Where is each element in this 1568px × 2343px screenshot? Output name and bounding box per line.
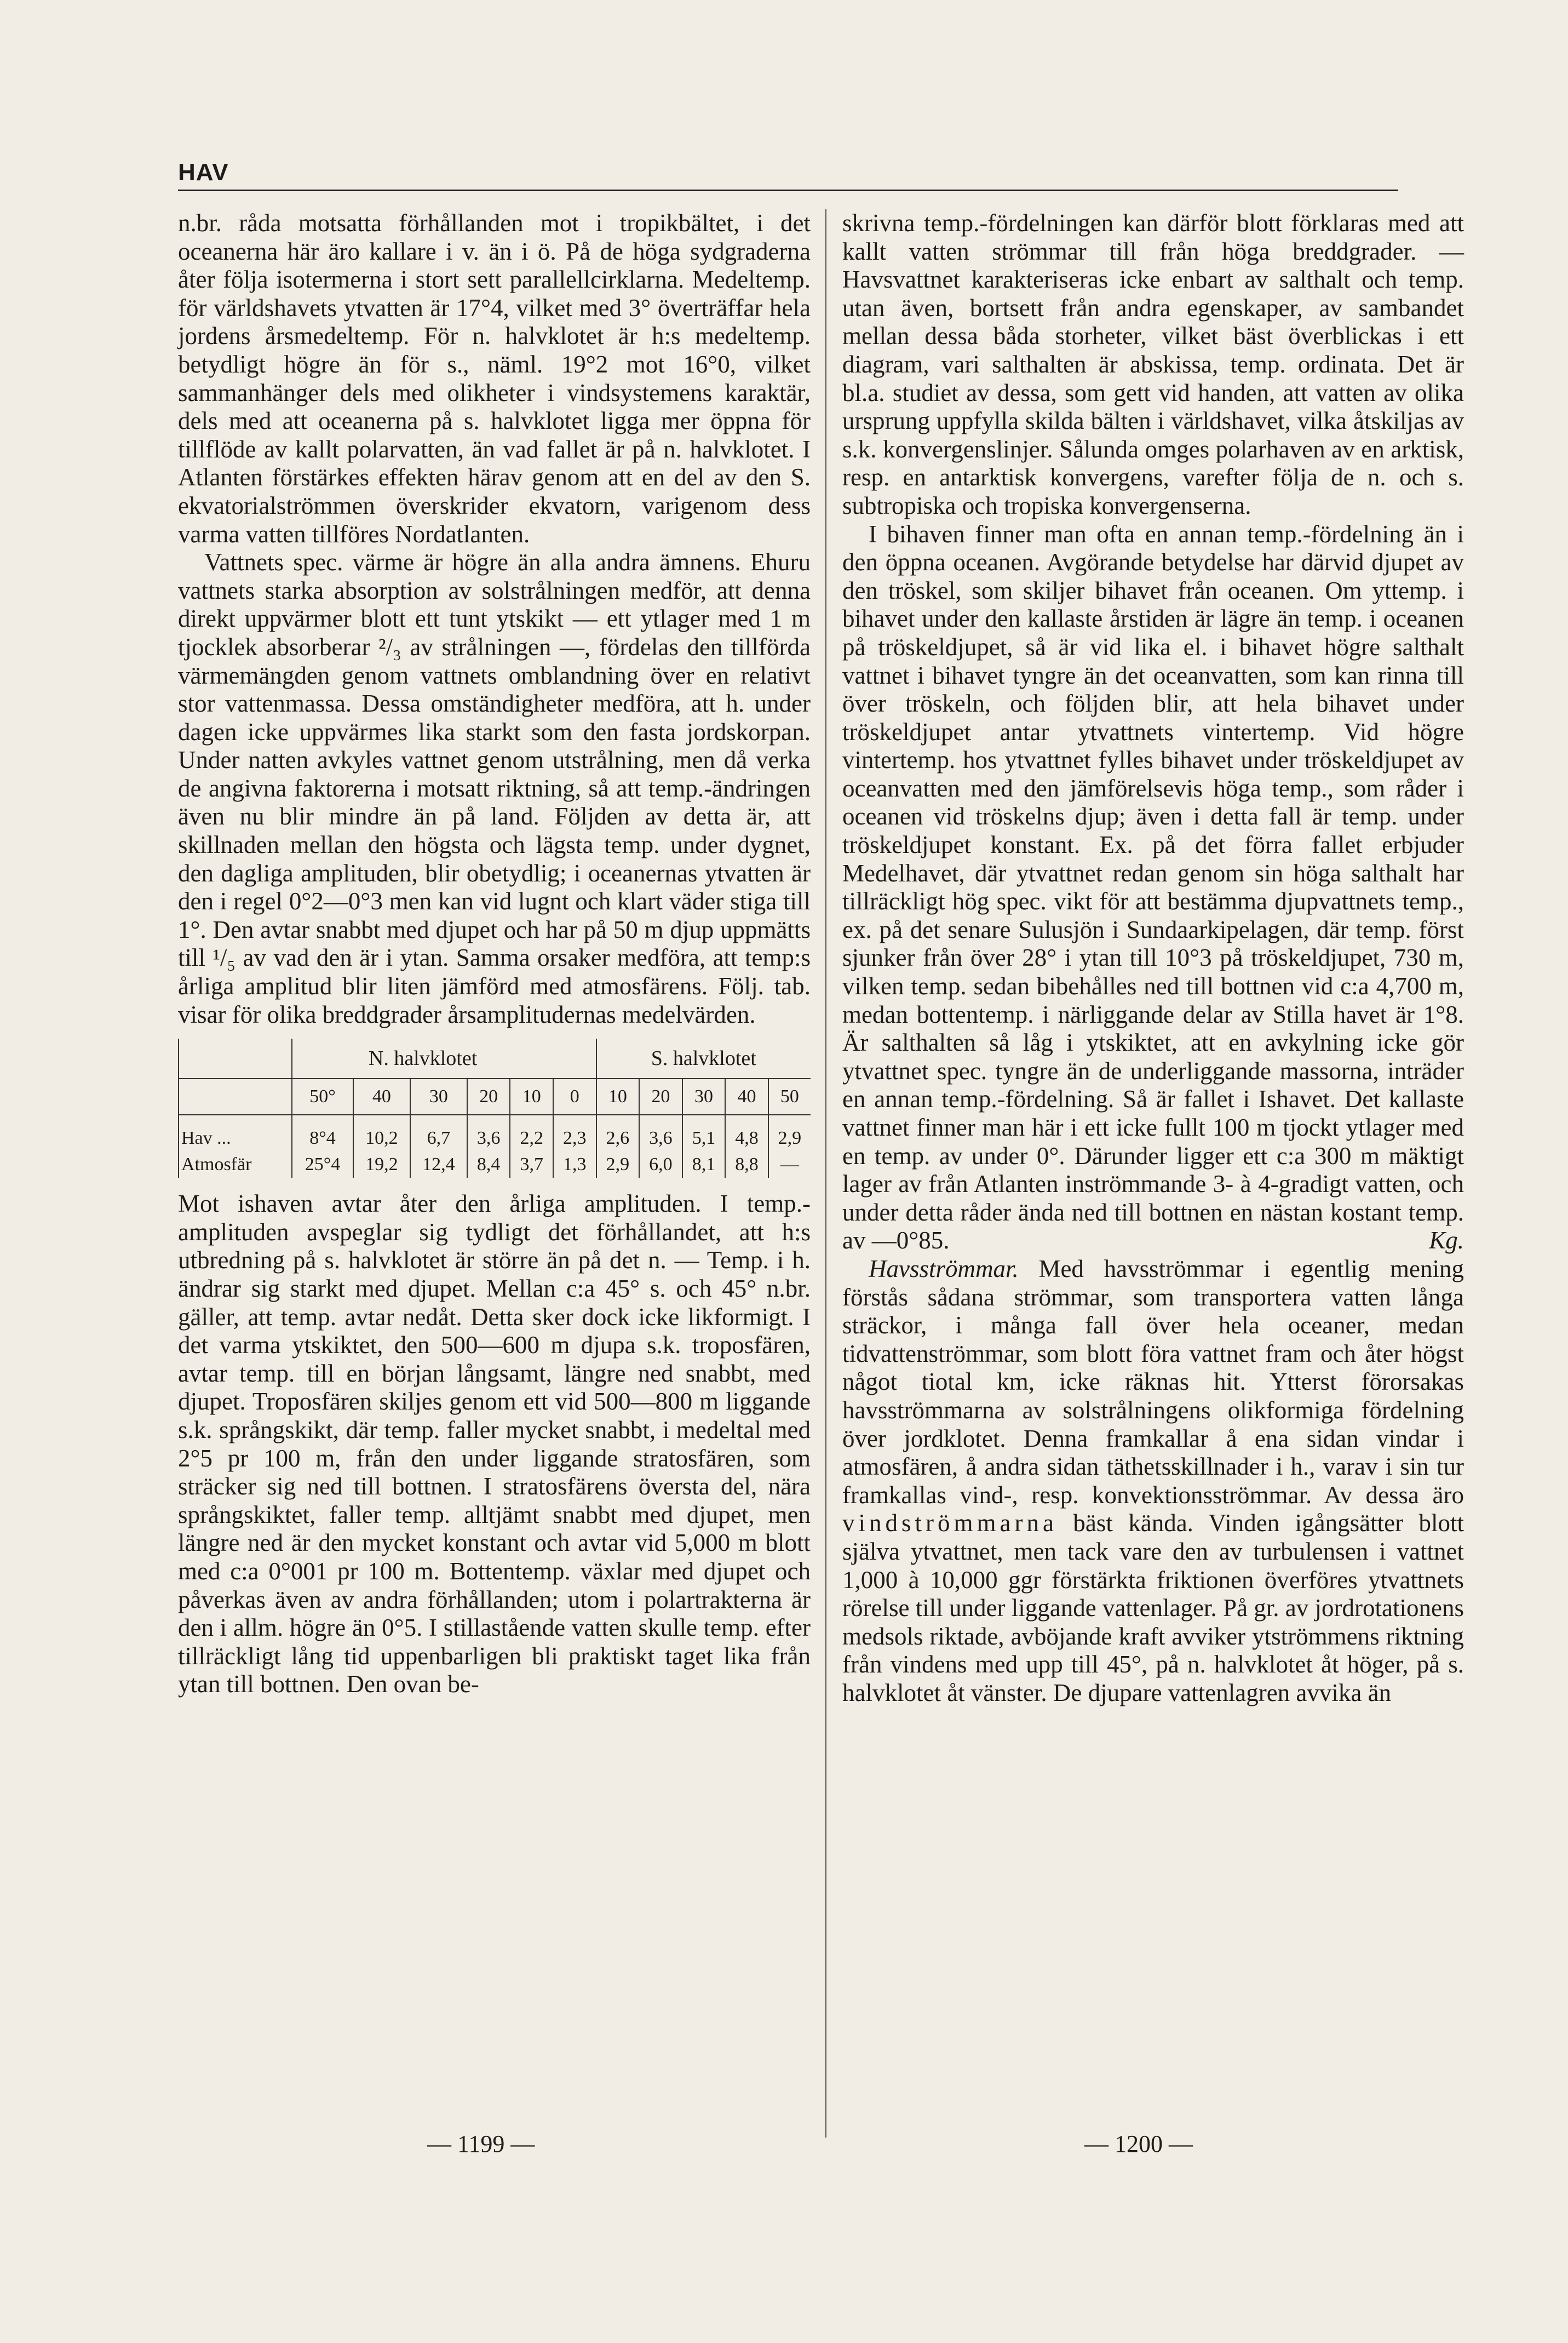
table-cell: 4,8 <box>725 1115 768 1152</box>
table-cell: 2,6 <box>596 1115 640 1152</box>
table-cell: 6,7 <box>410 1115 467 1152</box>
table-latitude: 30 <box>410 1079 467 1115</box>
right-column <box>842 209 1464 1707</box>
table-row-label: Atmosfär <box>179 1152 292 1178</box>
table-latitude: 20 <box>639 1079 682 1115</box>
table-cell: 6,0 <box>639 1152 682 1178</box>
paragraph <box>842 520 1464 1255</box>
table-latitude: 10 <box>596 1079 640 1115</box>
table-cell: 10,2 <box>353 1115 410 1152</box>
column-divider <box>825 209 826 2138</box>
table-header-gap <box>553 1039 596 1079</box>
table-latitude: 30 <box>682 1079 726 1115</box>
table-latitude: 50 <box>768 1079 811 1115</box>
table-cell: 2,3 <box>553 1115 596 1152</box>
table-row <box>179 1152 811 1178</box>
table-cell: 2,2 <box>510 1115 553 1152</box>
paragraph-text: bäst kända. Vinden igångsätter blott själva ytvattnet, men tack vare den av turbulensen i vattnet 1,000 à 10,000 ggr förstärkta friktionen överföres ytvattnets rörelse till under liggande vattenlager. På gr. av jordrotationens medsols riktade, avböjande kraft avviker ytströmmens riktning från vindens med upp till 45°, på n. halvklotet åt höger, på s. halvklotet åt vänster. De djupare vattenlagren avvika än <box>842 1509 1464 1706</box>
table-cell: 1,3 <box>553 1152 596 1178</box>
paragraph: n.br. råda motsatta förhållanden mot i tropikbältet, i det oceanerna här äro kallare i v. än i ö. På de höga sydgraderna åter följa isotermerna i stort sett parallellcirklarna. Medeltemp. för världshavets ytvatten är 17°4, vilket med 3° överträffar hela jordens årsmedeltemp. För n. halvklotet är h:s medeltemp. betydligt högre än för s., näml. 19°2 mot 16°0, vilket sammanhänger dels med olikheter i vindsystemens karaktär, dels med att oceanerna på s. halvklotet ligga mer öppna för tillflöde av kallt polarvatten, än vad fallet är på n. halvklotet. I Atlanten förstärkes effekten härav genom att en del av den S. ekvatorialströmmen överskrider ekvatorn, varigenom dess varma vatten tillföres Nordatlanten. <box>178 209 811 548</box>
table-corner <box>179 1039 292 1079</box>
paragraph: skrivna temp.-fördelningen kan därför blott förklaras med att kallt vatten strömmar till från höga breddgrader. — Havsvattnet karakteriseras icke enbart av salthalt och temp. utan även, bortsett från andra egenskaper, av sambandet mellan dessa båda storheter, vilket bäst överblickas i ett diagram, vari salthalten är abskissa, temp. ordinata. Det är bl.a. studiet av dessa, som gett vid handen, att vatten av olika ursprung uppfylla skilda bälten i världshavet, vilka åtskiljas av s.k. konvergenslinjer. Sålunda omges polarhaven av en arktisk, resp. en antarktisk konvergens, varefter följa de n. och s. subtropiska och tropiska konvergenserna. <box>842 209 1464 519</box>
table-latitude: 10 <box>510 1079 553 1115</box>
table-cell: 8,4 <box>467 1152 510 1178</box>
author-signature: Kg. <box>1429 1227 1464 1254</box>
table-latitude: 20 <box>467 1079 510 1115</box>
spaced-term: vindströmmarna <box>842 1509 1058 1537</box>
page-number-right: — 1200 — <box>1084 2130 1193 2157</box>
table-latitude: 40 <box>353 1079 410 1115</box>
table-cell: 2,9 <box>768 1115 811 1152</box>
table-cell: — <box>768 1152 811 1178</box>
table-cell: 5,1 <box>682 1115 726 1152</box>
section-title: Havsströmmar. <box>869 1254 1019 1282</box>
amplitude-table <box>178 1039 811 1178</box>
table-header-north: N. halvklotet <box>292 1039 553 1079</box>
table-cell: 3,6 <box>639 1115 682 1152</box>
table-cell: 8°4 <box>292 1115 353 1152</box>
paragraph-text: Med havsströmmar i egentlig mening förstås sådana strömmar, som transportera vatten långa sträckor, i många fall över hela oceaner, medan tidvattenströmmar, som blott föra vattnet fram och åter högst något tiotal km, icke räknas hit. Ytterst förorsakas havsströmmarna av solstrålningens olikformiga fördelning över jordklotet. Denna framkallar å ena sidan vindar i atmosfären, å andra sidan täthetsskillnader i h., varav i sin tur framkallas vind-, resp. konvektionsströmmar. Av dessa äro <box>842 1254 1464 1509</box>
table-header-south: S. halvklotet <box>596 1039 811 1079</box>
table-cell: 2,9 <box>596 1152 640 1178</box>
table-latitude: 40 <box>725 1079 768 1115</box>
left-column <box>178 209 811 1699</box>
running-head: HAV <box>178 159 229 186</box>
table-cell: 8,8 <box>725 1152 768 1178</box>
table-row-label: Hav ... <box>179 1115 292 1152</box>
table-row <box>179 1115 811 1152</box>
header-rule <box>178 190 1398 191</box>
paragraph: Mot ishaven avtar åter den årliga amplituden. I temp.-amplituden avspeglar sig tydligt det förhållandet, att h:s utbredning på s. halvklotet är större än på det n. — Temp. i h. ändrar sig starkt med djupet. Mellan c:a 45° s. och 45° n.br. gäller, att temp. avtar nedåt. Detta sker dock icke likformigt. I det varma ytskiktet, den 500—600 m djupa s.k. troposfären, avtar temp. till en början långsamt, längre ned snabbt, med djupet. Troposfären skiljes genom ett vid 500—800 m liggande s.k. språngskikt, där temp. faller mycket snabbt, i medeltal med 2°5 pr 100 m, från den under liggande stratosfären, som sträcker sig ned till bottnen. I stratosfärens översta del, nära språngskiktet, faller temp. alltjämt snabbt med djupet, men längre ned är den mycket konstant och avtar vid 5,000 m blott med c:a 0°001 pr 100 m. Bottentemp. växlar med djupet och påverkas även av andra förhållanden; utom i polartrakterna är den i allm. högre än 0°5. I stillastående vatten skulle temp. efter tillräckligt lång tid uppenbarligen bli praktiskt taget lika från ytan till bottnen. Den ovan be- <box>178 1190 811 1698</box>
paragraph <box>842 1255 1464 1708</box>
table-cell: 12,4 <box>410 1152 467 1178</box>
table-cell: 3,7 <box>510 1152 553 1178</box>
table-latitude: 50° <box>292 1079 353 1115</box>
table-latitude: 0 <box>553 1079 596 1115</box>
table-corner <box>179 1079 292 1115</box>
paragraph-text: I bihaven finner man ofta en annan temp.-fördelning än i den öppna oceanen. Avgörande betydelse har därvid djupet av den tröskel, som skiljer bihavet från oceanen. Om yttemp. i bihavet under den kallaste årstiden är lägre än temp. i oceanen på tröskeldjupet, så är vid lika el. i bihavet högre salthalt vattnet i bihavet tyngre än det oceanvatten, som kan rinna till över tröskeln, och följden blir, att hela bihavet under tröskeldjupet antar ytvattnets vintertemp. Vid högre vintertemp. hos ytvattnet fylles bihavet under tröskeldjupet av oceanvatten med den jämförelsevis höga temp., som råder i oceanen vid tröskelns djup; även i detta fall är temp. under tröskeldjupet konstant. Ex. på det förra fallet erbjuder Medelhavet, där ytvattnet redan genom sin höga salthalt har tillräckligt hög spec. vikt för att bestämma djupvattnets temp., ex. på det senare Sulusjön i Sundaarkipelagen, där temp. först sjunker från över 28° i ytan till 10°3 på tröskeldjupet, 730 m, vilken temp. sedan bibehålles ned till bottnen vid c:a 4,700 m, medan bottentemp. i närliggande delar av Stilla havet är 1°8. Är salthalten så låg i ytskiktet, att en avkylning icke gör ytvattnet spec. tyngre än de underliggande massorna, inträder en annan temp.-fördelning. Så är fallet i Ishavet. Det kallaste vattnet finner man här i ett icke fullt 100 m tjockt ytlager med en temp. av under 0°. Därunder ligger ett c:a 300 m mäktigt lager av från Atlanten inströmmande 3- à 4-gradigt vatten, och under detta råder ända ned till bottnen en nästan kostant temp. av —0°85. <box>842 520 1464 1254</box>
paragraph: Vattnets spec. värme är högre än alla andra ämnens. Ehuru vattnets starka absorption av solstrålningen medför, att denna direkt uppvärmer blott ett tunt ytskikt — ett ytlager med 1 m tjocklek absorberar ²/₃ av strålningen —, fördelas den tillförda värmemängden genom vattnets omblandning över en relativt stor vattenmassa. Dessa omständigheter medföra, att h. under dagen icke uppvärmes lika starkt som den fasta jordskorpan. Under natten avkyles vattnet genom utstrålning, men då verka de angivna faktorerna i motsatt riktning, så att temp.-ändringen även nu blir mindre än på land. Följden av detta är, att skillnaden mellan den högsta och lägsta temp. under dygnet, den dagliga amplituden, blir obetydlig; i oceanernas ytvatten är den i regel 0°2—0°3 men kan vid lugnt och klart väder stiga till 1°. Den avtar snabbt med djupet och har på 50 m djup uppmätts till ¹/₅ av vad den är i ytan. Samma orsaker medföra, att temp:s årliga amplitud blir liten jämförd med atmosfärens. Följ. tab. visar för olika breddgrader årsamplitudernas medelvärden. <box>178 548 811 1028</box>
table-cell: 19,2 <box>353 1152 410 1178</box>
table-cell: 8,1 <box>682 1152 726 1178</box>
page-number-left: — 1199 — <box>427 2130 535 2157</box>
table-cell: 25°4 <box>292 1152 353 1178</box>
table-cell: 3,6 <box>467 1115 510 1152</box>
